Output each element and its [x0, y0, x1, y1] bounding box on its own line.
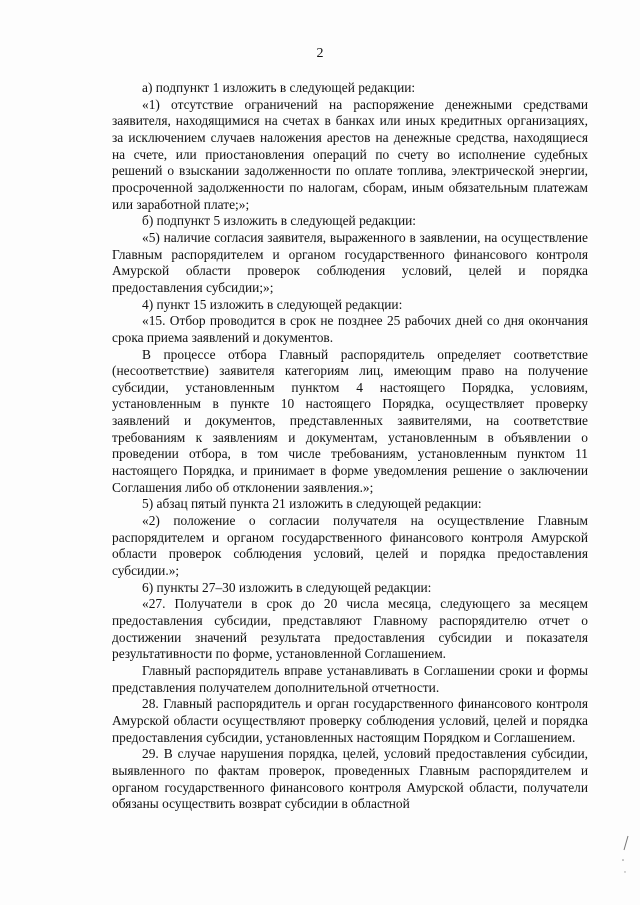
paragraph-point-4: 4) пункт 15 изложить в следующей редакции: [142, 296, 403, 312]
paragraph-point-5: 5) абзац пятый пункта 21 изложить в следующей редакции: [142, 496, 482, 512]
paragraph-selection-process: В процессе отбора Главный распорядитель определяет соответствие (несоответствие) заявителя категориям лиц, имеющим право на получение субсидии, установленным пунктом 4 настоящего Порядка, условиям, установленным в пункте 10 настоящего Порядка, осуществляет проверку заявлений и документов, представленных заявителями, на соответствие требованиям к заявлениям и документам, установленным в объявлении о проведении отбора, в том числе требованиям, установленным пунктом 11 настоящего Порядка, и принимает в форме уведомления решение о заключении Соглашения либо об отклонении заявления.»; [112, 346, 588, 495]
page-number: 2 [316, 46, 324, 61]
paragraph-quote-5: «5) наличие согласия заявителя, выраженного в заявлении, на осуществление Главным распорядителем и органом государственного финансового контроля Амурской области проверок соблюдения условий, целей и порядка предоставления субсидии;»; [112, 229, 588, 295]
paragraph-quote-15: «15. Отбор проводится в срок не позднее 25 рабочих дней со дня окончания срока приема заявлений и документов. [112, 313, 588, 345]
scan-margin-marks [614, 832, 634, 892]
paragraph-quote-27: «27. Получатели в срок до 20 числа месяца, следующего за месяцем предоставления субсидии, представляют Главному распорядителю отчет о достижении значений результата предоставления субсидии и показателя результативности по форме, установленной Соглашением. [112, 596, 588, 662]
paragraph-29: 29. В случае нарушения порядка, целей, условий предоставления субсидии, выявленного по фактам проверок, проведенных Главным распорядителем и органом государственного финансового контроля Амурской области, получатели обязаны осуществить возврат субсидии в областной [112, 746, 588, 812]
paragraph-reporting: Главный распорядитель вправе устанавливать в Соглашении сроки и формы представления получателем дополнительной отчетности. [112, 662, 588, 695]
paragraph-quote-1: «1) отсутствие ограничений на распоряжение денежными средствами заявителя, находящимися на счетах в банках или иных кредитных организациях, за исключением случаев наложения арестов на денежные средства, находящиеся на счете, или приостановления операций по счету во исполнение судебных решений о взыскании задолженности по оплате топлива, электрической энергии, просроченной задолженности по налогам, сборам, иным обязательным платежам или заработной плате;»; [112, 96, 588, 212]
paragraph-quote-2: «2) положение о согласии получателя на осуществление Главным распорядителем и органом государственного финансового контроля Амурской области проверок соблюдения условий, целей и порядка предоставления субсидии.»; [112, 513, 588, 579]
paragraph-point-6: 6) пункты 27–30 изложить в следующей редакции: [142, 579, 432, 595]
paragraph-subpoint-b: б) подпункт 5 изложить в следующей редакции: [142, 213, 417, 229]
paragraph-subpoint-a: а) подпункт 1 изложить в следующей редакции: [142, 80, 416, 95]
document-body [112, 80, 588, 813]
paragraph-28: 28. Главный распорядитель и орган государственного финансового контроля Амурской области осуществляют проверку соблюдения условий, целей и порядка предоставления субсидии, установленных настоящим Порядком и Соглашением. [112, 696, 588, 745]
